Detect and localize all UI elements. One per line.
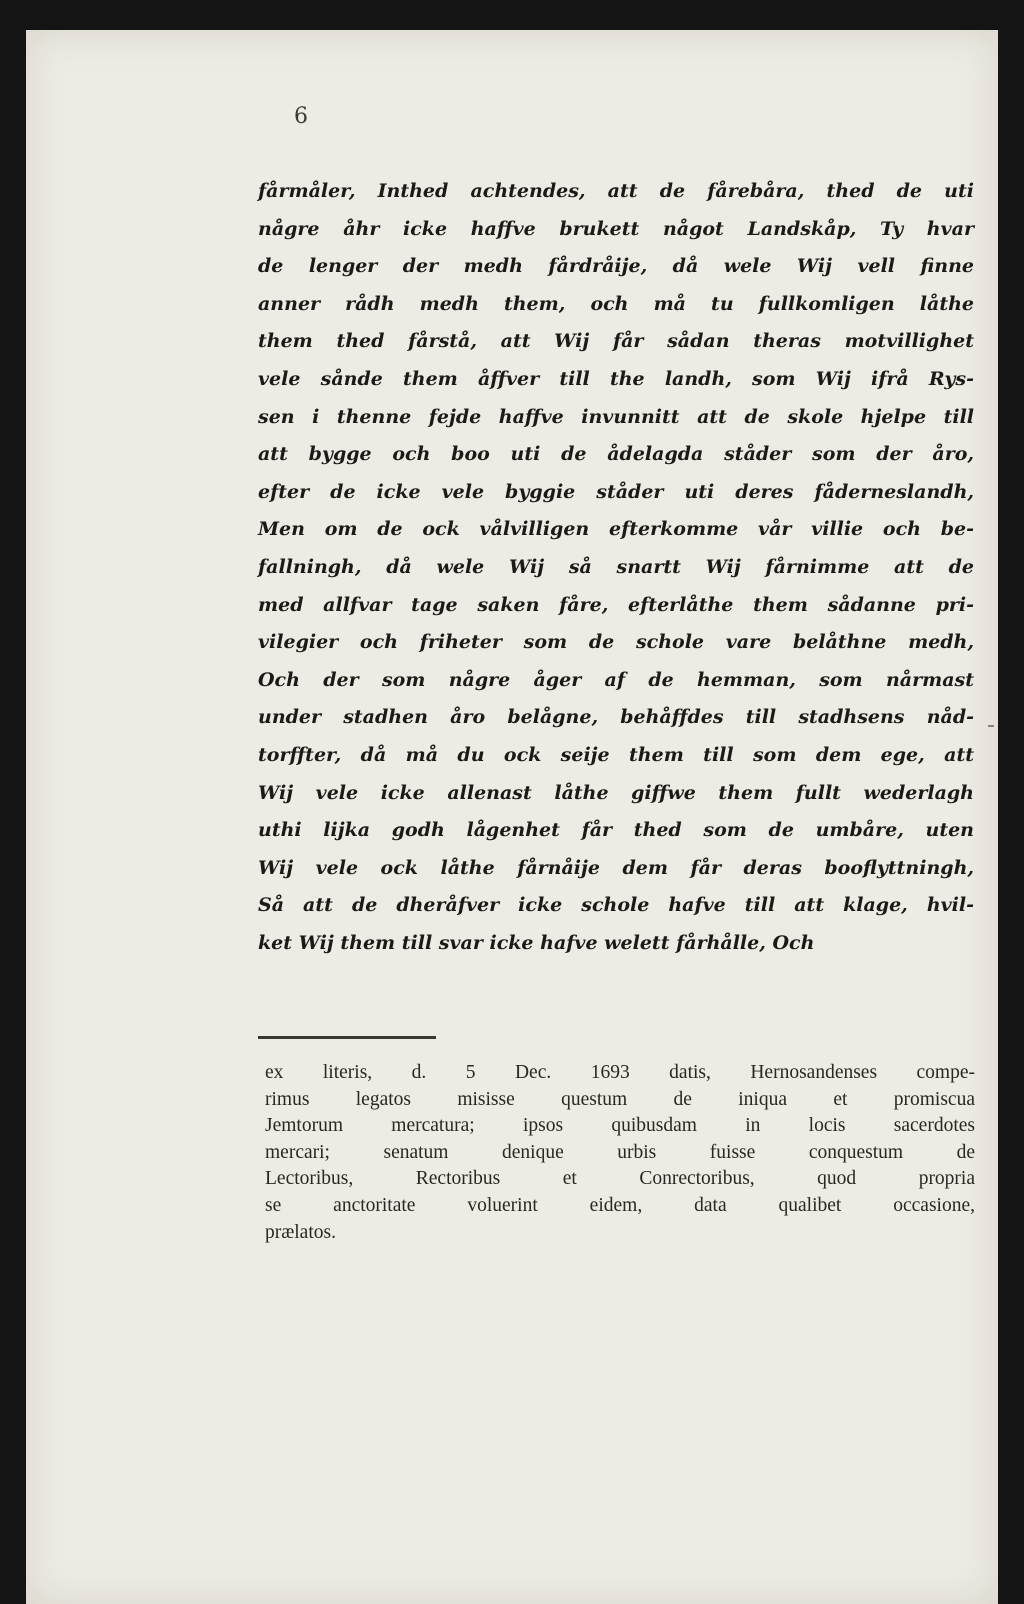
main-text-line: vele sånde them åffver till the landh, som Wij ifrå Rys- <box>258 367 974 390</box>
footnote-line: rimus legatos misisse questum de iniqua et promiscua <box>265 1088 975 1110</box>
footnote-line: ex literis, d. 5 Dec. 1693 datis, Hernosandenses compe- <box>265 1062 975 1083</box>
main-text-line: Men om de ock vålvilligen efterkomme vår villie och be- <box>258 518 974 541</box>
main-text-line: efter de icke vele byggie ståder uti deres fåderneslandh, <box>258 480 974 503</box>
footnote-line: se anctoritate voluerint eidem, data qualibet occasione, <box>265 1194 975 1216</box>
main-text-line: någre åhr icke haffve brukett något Landskåp, Ty hvar <box>258 217 974 240</box>
footnote-block <box>265 1060 975 1246</box>
main-text-line: vilegier och friheter som de schole vare belåthne medh, <box>258 631 974 654</box>
main-text-line: sen i thenne fejde haffve invunnitt att de skole hjelpe till <box>258 405 974 428</box>
main-text-line: uthi lijka godh lågenhet får thed som de umbåre, uten <box>258 819 974 842</box>
page-number: 6 <box>294 104 308 129</box>
main-text-line: Wij vele ock låthe fårnåije dem får deras booflyttningh, <box>258 856 974 879</box>
main-text-line: fårmåler, Inthed achtendes, att de fårebåra, thed de uti <box>258 180 974 202</box>
main-text-line: att bygge och boo uti de ådelagda ståder som der åro, <box>258 443 974 466</box>
main-text-line: ket Wij them till svar icke hafve welett fårhålle, Och <box>258 931 815 954</box>
main-text-line: med allfvar tage saken fåre, efterlåthe them sådanne pri- <box>258 593 974 616</box>
main-text-line: de lenger der medh fårdråije, då wele Wij vell finne <box>258 255 974 278</box>
main-text-line: Och der som någre åger af de hemman, som nårmast <box>258 668 974 691</box>
main-text-line: them thed fårstå, att Wij får sådan theras motvillighet <box>258 330 974 353</box>
main-text-line: Wij vele icke allenast låthe giffwe them fullt wederlagh <box>258 781 974 804</box>
footnote-line: Jemtorum mercatura; ipsos quibusdam in locis sacerdotes <box>265 1115 975 1137</box>
main-text-line: fallningh, då wele Wij så snartt Wij fårnimme att de <box>258 555 974 578</box>
footnote-line: prælatos. <box>265 1221 336 1243</box>
footnote-line: Lectoribus, Rectoribus et Conrectoribus, quod propria <box>265 1168 975 1190</box>
main-text-line: Så att de dheråfver icke schole hafve till att klage, hvil- <box>258 894 974 917</box>
book-page <box>26 30 998 1604</box>
main-text-block <box>258 173 974 962</box>
margin-mark <box>988 725 994 727</box>
main-text-line: under stadhen åro belågne, behåffdes till stadhsens nåd- <box>258 706 974 729</box>
main-text-line: anner rådh medh them, och må tu fullkomligen låthe <box>258 292 974 315</box>
footnote-rule <box>258 1036 436 1039</box>
footnote-line: mercari; senatum denique urbis fuisse conquestum de <box>265 1141 975 1163</box>
main-text-line: torffter, då må du ock seije them till som dem ege, att <box>258 743 974 766</box>
